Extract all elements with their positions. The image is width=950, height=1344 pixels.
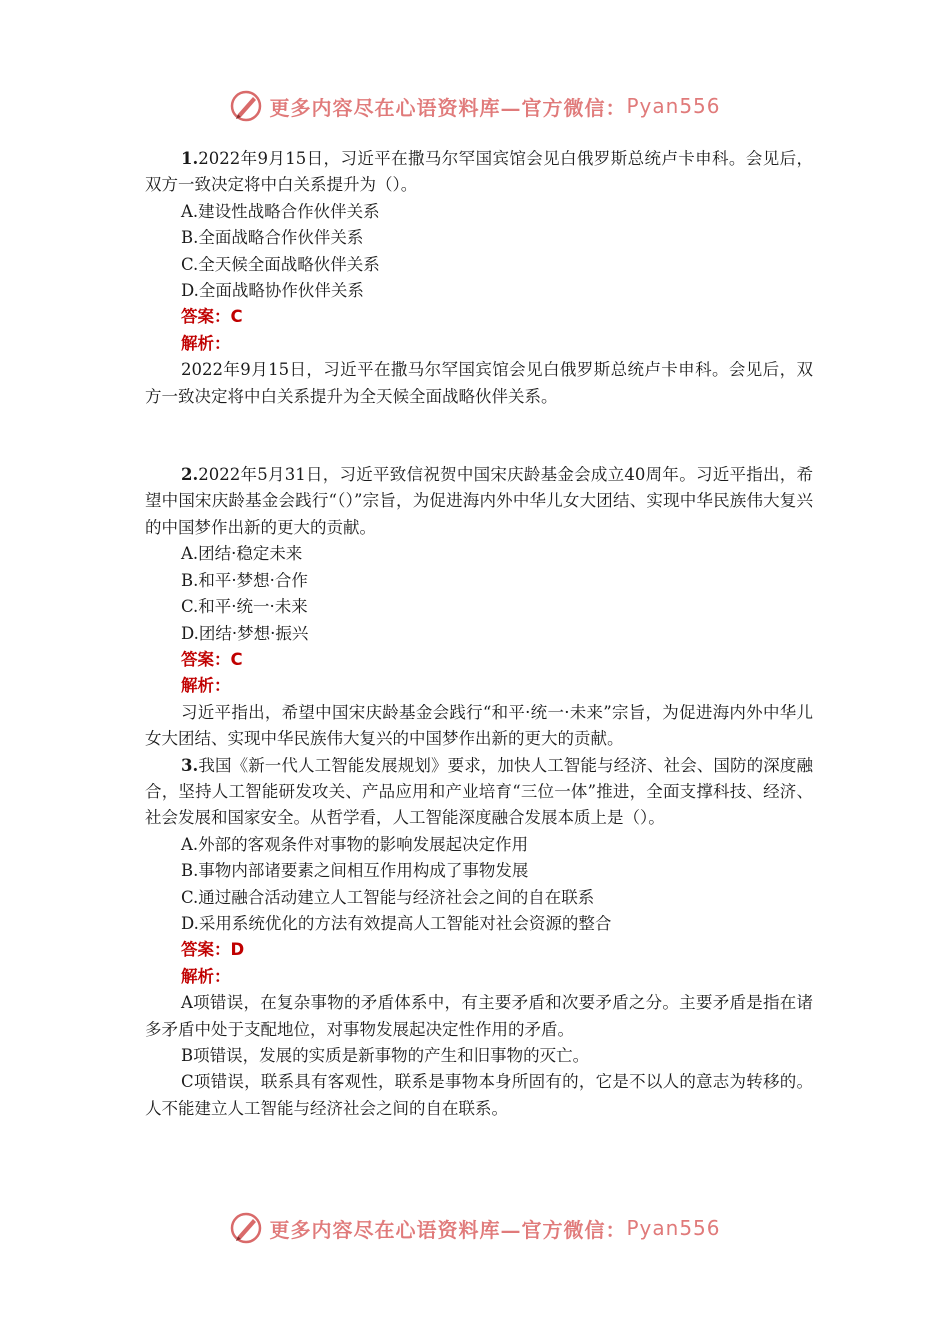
banner-wechat-id: Pyan556	[626, 1216, 721, 1240]
option-a: A.建设性战略合作伙伴关系	[181, 201, 380, 221]
document-body	[145, 146, 813, 1122]
question-number: 2.	[181, 465, 199, 485]
option-d: D.采用系统优化的方法有效提高人工智能对社会资源的整合	[181, 913, 612, 933]
option-a: A.团结·稳定未来	[181, 544, 303, 564]
banner-wechat-id: Pyan556	[626, 94, 721, 118]
question-2-stem: 2.2022年5月31日，习近平致信祝贺中国宋庆龄基金会成立40周年。习近平指出，希望中国宋庆龄基金会践行“（）”宗旨，为促进海内外中华儿女大团结、实现中华民族伟大复兴的中国梦作出新的更大的贡献。	[145, 465, 813, 537]
option-c: C.和平·统一·未来	[181, 597, 308, 617]
analysis-text-a: A项错误，在复杂事物的矛盾体系中，有主要矛盾和次要矛盾之分。主要矛盾是指在诸多矛盾中处于支配地位，对事物发展起决定性作用的矛盾。	[145, 993, 813, 1039]
footer-banner	[0, 1208, 950, 1248]
option-d: D.团结·梦想·振兴	[181, 623, 309, 643]
pen-logo-icon	[229, 89, 263, 123]
question-number: 3.	[181, 755, 199, 775]
analysis-label: 解析：	[181, 333, 231, 353]
question-1-stem: 1.2022年9月15日，习近平在撒马尔罕国宾馆会见白俄罗斯总统卢卡申科。会见后，双方一致决定将中白关系提升为（）。	[145, 149, 813, 195]
option-b: B.事物内部诸要素之间相互作用构成了事物发展	[181, 861, 529, 881]
answer-label: 答案：D	[181, 940, 245, 960]
analysis-text-b: B项错误，发展的实质是新事物的产生和旧事物的灭亡。	[181, 1046, 590, 1065]
question-3-stem: 3.我国《新一代人工智能发展规划》要求，加快人工智能与经济、社会、国防的深度融合，坚持人工智能研发攻关、产品应用和产业培育“三位一体”推进，全面支撑科技、经济、社会发展和国家安全。从哲学看，人工智能深度融合发展本质上是（）。	[145, 755, 813, 828]
answer-label: 答案：C	[181, 649, 243, 669]
analysis-text: 2022年9月15日，习近平在撒马尔罕国宾馆会见白俄罗斯总统卢卡申科。会见后，双方一致决定将中白关系提升为全天候全面战略伙伴关系。	[145, 360, 813, 406]
question-number: 1.	[181, 149, 199, 168]
pen-logo-icon	[229, 1211, 263, 1245]
analysis-text: 习近平指出，希望中国宋庆龄基金会践行“和平·统一·未来”宗旨，为促进海内外中华儿女大团结、实现中华民族伟大复兴的中国梦作出新的更大的贡献。	[145, 702, 813, 749]
analysis-label: 解析：	[181, 676, 231, 696]
option-b: B.和平·梦想·合作	[181, 570, 308, 590]
banner-text: 更多内容尽在心语资料库—官方微信：	[269, 1217, 627, 1242]
header-banner	[0, 86, 950, 126]
option-d: D.全面战略协作伙伴关系	[181, 281, 364, 301]
option-c: C.全天候全面战略伙伴关系	[181, 254, 380, 274]
analysis-text-c: C项错误，联系具有客观性，联系是事物本身所固有的，它是不以人的意志为转移的。人不能建立人工智能与经济社会之间的自在联系。	[145, 1072, 813, 1118]
answer-label: 答案：C	[181, 307, 243, 327]
banner-text: 更多内容尽在心语资料库—官方微信：	[269, 95, 627, 120]
option-c: C.通过融合活动建立人工智能与经济社会之间的自在联系	[181, 887, 595, 907]
analysis-label: 解析：	[181, 966, 231, 986]
option-b: B.全面战略合作伙伴关系	[181, 228, 364, 248]
option-a: A.外部的客观条件对事物的影响发展起决定作用	[181, 834, 529, 854]
